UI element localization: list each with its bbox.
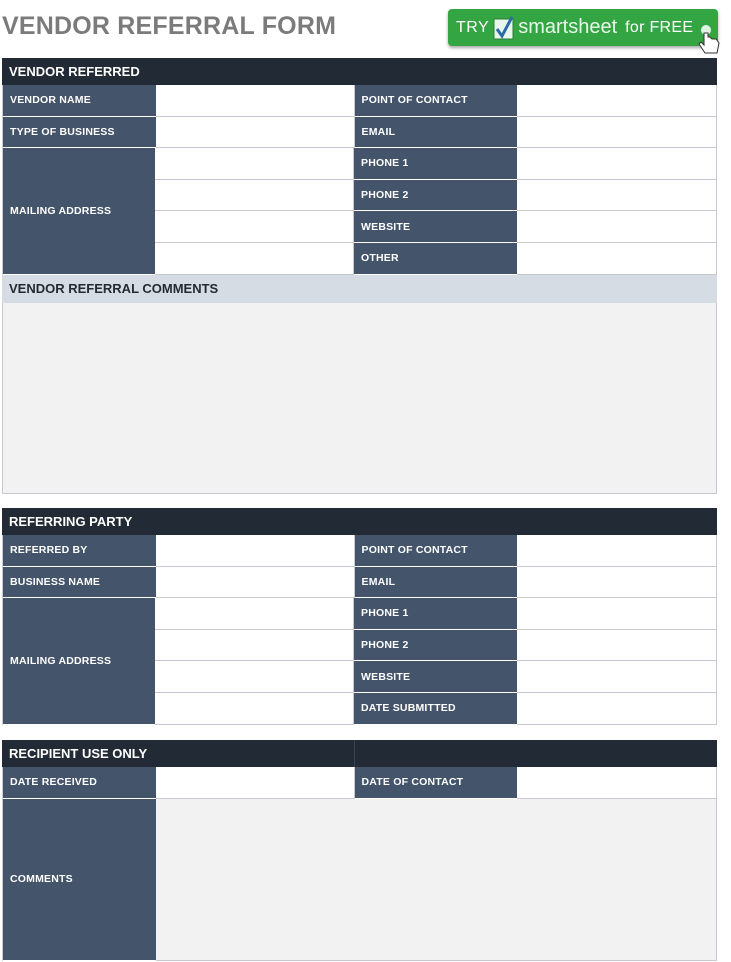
vendor-name-field[interactable] bbox=[156, 85, 355, 117]
address-line-field[interactable] bbox=[155, 598, 354, 630]
banner-brand: smartsheet bbox=[518, 16, 618, 38]
field-label: POINT OF CONTACT bbox=[355, 535, 518, 567]
vendor-phone1-field[interactable] bbox=[517, 148, 717, 180]
field-label: TYPE OF BUSINESS bbox=[3, 117, 156, 149]
form-row bbox=[3, 117, 717, 149]
form-row bbox=[3, 535, 717, 567]
mailing-address-block bbox=[3, 148, 717, 274]
section-header: VENDOR REFERRED bbox=[2, 58, 717, 85]
field-label: COMMENTS bbox=[3, 799, 156, 961]
address-line-field[interactable] bbox=[155, 148, 354, 180]
type-of-business-field[interactable] bbox=[156, 117, 355, 149]
referrer-website-field[interactable] bbox=[517, 661, 717, 693]
field-label: DATE RECEIVED bbox=[3, 767, 156, 799]
referrer-phone2-field[interactable] bbox=[517, 630, 717, 662]
field-label: MAILING ADDRESS bbox=[3, 598, 155, 724]
field-label: POINT OF CONTACT bbox=[355, 85, 518, 117]
field-label: WEBSITE bbox=[354, 211, 517, 243]
field-label: DATE OF CONTACT bbox=[355, 767, 518, 799]
vendor-email-field[interactable] bbox=[517, 117, 717, 149]
address-line-field[interactable] bbox=[155, 180, 354, 212]
address-line-field[interactable] bbox=[155, 243, 354, 275]
section-header-label: RECIPIENT USE ONLY bbox=[9, 746, 148, 761]
field-label: DATE SUBMITTED bbox=[354, 693, 517, 725]
field-label: VENDOR NAME bbox=[3, 85, 156, 117]
section-header bbox=[2, 740, 717, 767]
field-label: EMAIL bbox=[355, 117, 518, 149]
field-label: REFERRED BY bbox=[3, 535, 156, 567]
mailing-address-block bbox=[3, 598, 717, 724]
referring-party-section bbox=[2, 508, 717, 725]
referred-by-field[interactable] bbox=[156, 535, 355, 567]
field-label: EMAIL bbox=[355, 567, 518, 599]
recipient-section bbox=[2, 740, 717, 961]
field-label: PHONE 2 bbox=[354, 180, 517, 212]
checkmark-icon bbox=[493, 15, 515, 41]
vendor-contact-field[interactable] bbox=[517, 85, 717, 117]
vendor-website-field[interactable] bbox=[517, 211, 717, 243]
field-label: PHONE 2 bbox=[354, 630, 517, 662]
form-row bbox=[3, 85, 717, 117]
address-line-field[interactable] bbox=[155, 693, 354, 725]
field-label: MAILING ADDRESS bbox=[3, 148, 155, 274]
referrer-phone1-field[interactable] bbox=[517, 598, 717, 630]
banner-try-label: TRY bbox=[456, 18, 490, 36]
vendor-other-field[interactable] bbox=[517, 243, 717, 275]
field-label: WEBSITE bbox=[354, 661, 517, 693]
try-smartsheet-button[interactable] bbox=[448, 9, 718, 46]
form-row bbox=[3, 767, 717, 799]
date-of-contact-field[interactable] bbox=[517, 767, 717, 799]
date-received-field[interactable] bbox=[156, 767, 355, 799]
pointer-hand-icon bbox=[696, 25, 722, 55]
date-submitted-field[interactable] bbox=[517, 693, 717, 725]
form-row bbox=[3, 567, 717, 599]
vendor-phone2-field[interactable] bbox=[517, 180, 717, 212]
header-divider bbox=[354, 740, 355, 767]
section-header: REFERRING PARTY bbox=[2, 508, 717, 535]
page-title: VENDOR REFERRAL FORM bbox=[2, 12, 337, 40]
business-name-field[interactable] bbox=[156, 567, 355, 599]
recipient-comments-field[interactable] bbox=[156, 799, 717, 961]
referrer-email-field[interactable] bbox=[517, 567, 717, 599]
address-line-field[interactable] bbox=[155, 630, 354, 662]
field-label: OTHER bbox=[354, 243, 517, 275]
referral-comments-field[interactable] bbox=[2, 303, 717, 494]
vendor-referred-section bbox=[2, 58, 717, 494]
recipient-comments-block bbox=[3, 799, 717, 961]
field-label: PHONE 1 bbox=[354, 598, 517, 630]
field-label: BUSINESS NAME bbox=[3, 567, 156, 599]
comments-header: VENDOR REFERRAL COMMENTS bbox=[2, 275, 717, 303]
banner-free-label: for FREE bbox=[625, 18, 694, 36]
address-line-field[interactable] bbox=[155, 661, 354, 693]
address-line-field[interactable] bbox=[155, 211, 354, 243]
referrer-contact-field[interactable] bbox=[517, 535, 717, 567]
field-label: PHONE 1 bbox=[354, 148, 517, 180]
